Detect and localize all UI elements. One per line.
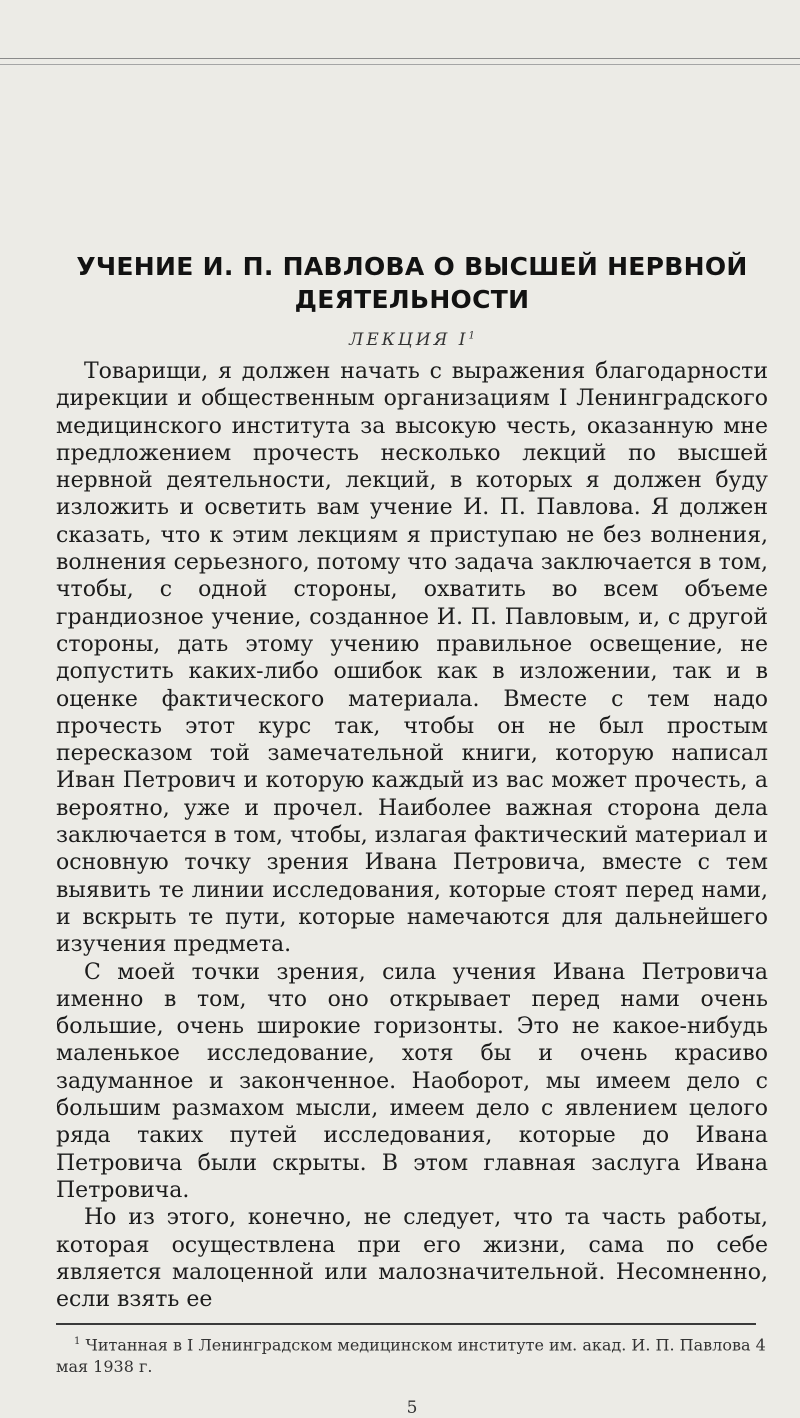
scan-edge-top	[0, 58, 800, 59]
document-title	[56, 250, 768, 316]
page-number: 5	[406, 1398, 418, 1418]
footnote-mark: 1	[74, 1335, 81, 1347]
scan-edge-second	[0, 64, 800, 65]
footnote-divider	[56, 1323, 756, 1325]
footnote-text: Читанная в I Ленинградском медицинском институте им. акад. И. П. Павлова 4 мая 1938 г.	[56, 1335, 766, 1377]
lecture-footnote-mark: 1	[468, 330, 475, 342]
document-page	[56, 250, 768, 1418]
title-line-1: УЧЕНИЕ И. П. ПАВЛОВА О ВЫСШЕЙ НЕРВНОЙ	[76, 252, 748, 281]
lecture-label: ЛЕКЦИЯ I	[349, 330, 469, 350]
lecture-heading	[56, 330, 768, 350]
title-line-2: ДЕЯТЕЛЬНОСТИ	[294, 285, 530, 314]
paragraph-1: Товарищи, я должен начать с выражения благодарности дирекции и общественным организациям I Ленинградского медицинского института за высокую честь, оказанную мне предложением прочесть несколько лекций по высшей нервной деятельности, лекций, в которых я должен буду изложить и осветить вам учение И. П. Павлова. Я должен сказать, что к этим лекциям я приступаю не без волнения, волнения серьезного, потому что задача заключается в том, чтобы, с одной стороны, охватить во всем объеме грандиозное учение, созданное И. П. Павловым, и, с другой стороны, дать этому учению правильное освещение, не допустить каких-либо ошибок как в изложении, так и в оценке фактического материала. Вместе с тем надо прочесть этот курс так, чтобы он не был простым пересказом той замечательной книги, которую написал Иван Петрович и которую каждый из вас может прочесть, а вероятно, уже и прочел. Наиболее важная сторона дела заключается в том, чтобы, излагая фактический материал и основную точку зрения Ивана Петровича, вместе с тем выявить те линии исследования, которые стоят перед нами, и вскрыть те пути, которые намечаются для дальнейшего изучения предмета.	[56, 359, 768, 958]
footnote	[56, 1331, 768, 1378]
paragraph-3: Но из этого, конечно, не следует, что та часть работы, которая осуществлена при его жизни, сама по себе является малоценной или малозначительной. Несомненно, если взять ее	[56, 1205, 768, 1313]
paragraph-2: С моей точки зрения, сила учения Ивана Петровича именно в том, что оно открывает перед нами очень большие, очень широкие горизонты. Это не какое-нибудь маленькое исследование, хотя бы и очень красиво задуманное и законченное. Наоборот, мы имеем дело с большим размахом мысли, имеем дело с явлением целого ряда таких путей исследования, которые до Ивана Петровича были скрыты. В этом главная заслуга Ивана Петровича.	[56, 959, 768, 1203]
